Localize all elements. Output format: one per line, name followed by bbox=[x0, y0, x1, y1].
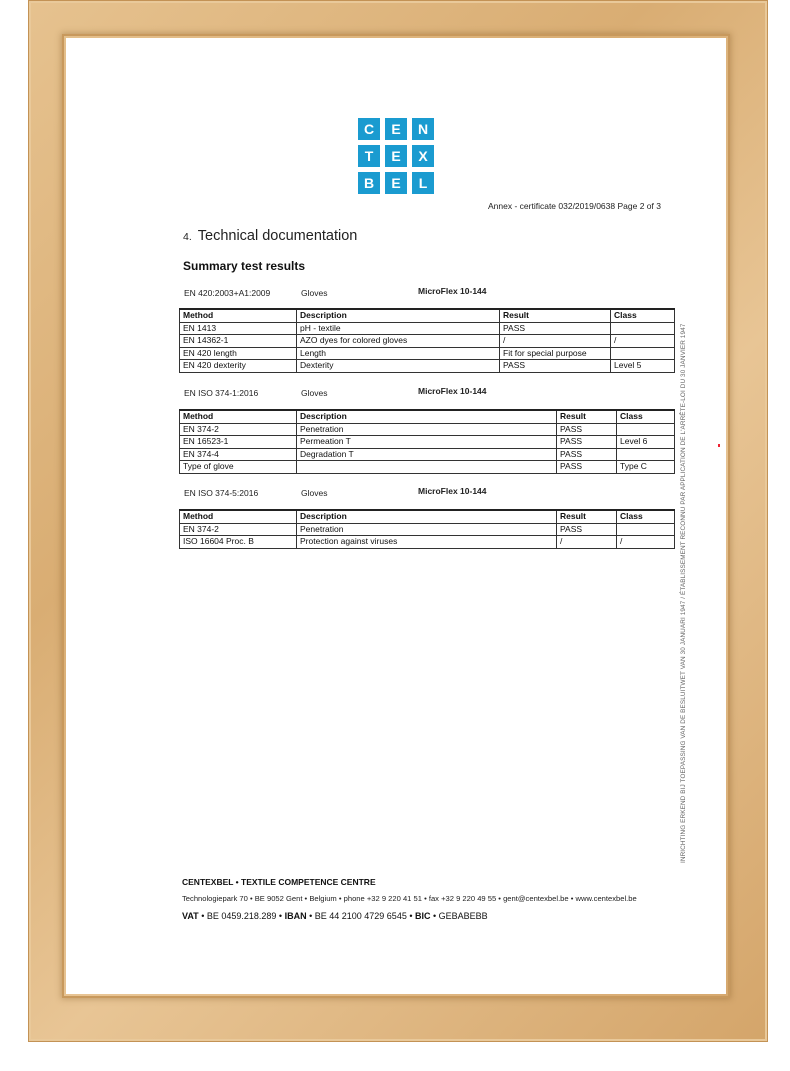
table-row bbox=[180, 322, 675, 335]
cell-result: PASS bbox=[557, 448, 617, 461]
header-class: Class bbox=[611, 309, 675, 322]
bic-label: BIC bbox=[415, 911, 431, 921]
cell-description: Length bbox=[297, 347, 500, 360]
results-table bbox=[179, 509, 675, 549]
table-header-row bbox=[180, 510, 675, 523]
product-name: MicroFlex 10-144 bbox=[418, 286, 487, 296]
cell-class: Level 6 bbox=[617, 436, 675, 449]
cell-class: / bbox=[617, 536, 675, 549]
vat-label: VAT bbox=[182, 911, 199, 921]
section-number: 4. bbox=[183, 231, 192, 243]
header-result: Result bbox=[557, 510, 617, 523]
cell-class bbox=[617, 448, 675, 461]
logo-cell: T bbox=[358, 145, 380, 167]
cell-class bbox=[611, 347, 675, 360]
cell-description: pH - textile bbox=[297, 322, 500, 335]
table-header-row bbox=[180, 309, 675, 322]
cell-result: PASS bbox=[500, 360, 611, 373]
table-row bbox=[180, 423, 675, 436]
iban-label: IBAN bbox=[284, 911, 307, 921]
cell-class: / bbox=[611, 335, 675, 348]
cell-method: ISO 16604 Proc. B bbox=[180, 536, 297, 549]
logo-cell: N bbox=[412, 118, 434, 140]
logo-cell: X bbox=[412, 145, 434, 167]
results-table bbox=[179, 409, 675, 474]
cell-description: Penetration bbox=[297, 423, 557, 436]
table-row bbox=[180, 360, 675, 373]
table-row bbox=[180, 335, 675, 348]
standard-name: EN ISO 374-1:2016 bbox=[184, 388, 259, 398]
cell-result: PASS bbox=[557, 436, 617, 449]
accreditation-vertical-text: INRICHTING ERKEND BIJ TOEPASSING VAN DE BESLUITWET VAN 30 JANUARI 1947 / ÉTABLISSEMENT RECONNU PAR APPLICATION DE L'ARRÊTE-LOI DU 30 JANVIER 1947 bbox=[680, 323, 687, 863]
cell-method: EN 374-2 bbox=[180, 423, 297, 436]
cell-description: Dexterity bbox=[297, 360, 500, 373]
header-result: Result bbox=[500, 309, 611, 322]
cell-description: Protection against viruses bbox=[297, 536, 557, 549]
cell-class bbox=[617, 523, 675, 536]
cell-description: Penetration bbox=[297, 523, 557, 536]
header-result: Result bbox=[557, 410, 617, 423]
cell-method: EN 16523-1 bbox=[180, 436, 297, 449]
bic-value: • GEBABEBB bbox=[433, 911, 488, 921]
table-row bbox=[180, 347, 675, 360]
footer-company: CENTEXBEL • TEXTILE COMPETENCE CENTRE bbox=[182, 877, 376, 887]
iban-value: • BE 44 2100 4729 6545 • bbox=[309, 911, 413, 921]
vat-value: • BE 0459.218.289 • bbox=[201, 911, 283, 921]
cell-description: AZO dyes for colored gloves bbox=[297, 335, 500, 348]
cell-result: Fit for special purpose bbox=[500, 347, 611, 360]
table-header-row bbox=[180, 410, 675, 423]
table-row bbox=[180, 536, 675, 549]
logo-cell: E bbox=[385, 118, 407, 140]
table-row bbox=[180, 461, 675, 474]
logo-cell: L bbox=[412, 172, 434, 194]
logo-cell: B bbox=[358, 172, 380, 194]
header-description: Description bbox=[297, 510, 557, 523]
header-description: Description bbox=[297, 309, 500, 322]
cell-result: PASS bbox=[557, 523, 617, 536]
section-heading bbox=[183, 228, 357, 244]
standard-name: EN ISO 374-5:2016 bbox=[184, 488, 259, 498]
header-method: Method bbox=[180, 309, 297, 322]
cell-description bbox=[297, 461, 557, 474]
table-row bbox=[180, 523, 675, 536]
cell-method: EN 420 dexterity bbox=[180, 360, 297, 373]
footer-address: Technologiepark 70 • BE 9052 Gent • Belgium • phone +32 9 220 41 51 • fax +32 9 220 49 55 • gent@centexbel.be • www.centexbel.be bbox=[182, 894, 637, 903]
cell-class bbox=[617, 423, 675, 436]
cell-result: PASS bbox=[500, 322, 611, 335]
product-name: MicroFlex 10-144 bbox=[418, 486, 487, 496]
red-mark bbox=[718, 444, 720, 447]
cell-result: / bbox=[500, 335, 611, 348]
cell-class: Type C bbox=[617, 461, 675, 474]
cell-class: Level 5 bbox=[611, 360, 675, 373]
cell-method: EN 420 length bbox=[180, 347, 297, 360]
product-category: Gloves bbox=[301, 488, 328, 498]
table-row bbox=[180, 436, 675, 449]
product-name: MicroFlex 10-144 bbox=[418, 386, 487, 396]
cell-result: PASS bbox=[557, 461, 617, 474]
header-class: Class bbox=[617, 510, 675, 523]
standard-name: EN 420:2003+A1:2009 bbox=[184, 288, 271, 298]
header-method: Method bbox=[180, 510, 297, 523]
header-method: Method bbox=[180, 410, 297, 423]
section-title: Technical documentation bbox=[197, 228, 358, 244]
annex-reference: Annex - certificate 032/2019/0638 Page 2 of 3 bbox=[488, 201, 661, 211]
cell-method: EN 1413 bbox=[180, 322, 297, 335]
logo-cell: C bbox=[358, 118, 380, 140]
centexbel-logo bbox=[358, 118, 434, 194]
cell-class bbox=[611, 322, 675, 335]
logo-cell: E bbox=[385, 145, 407, 167]
header-description: Description bbox=[297, 410, 557, 423]
cell-result: / bbox=[557, 536, 617, 549]
cell-result: PASS bbox=[557, 423, 617, 436]
results-table bbox=[179, 308, 675, 373]
cell-method: EN 14362-1 bbox=[180, 335, 297, 348]
header-class: Class bbox=[617, 410, 675, 423]
cell-method: Type of glove bbox=[180, 461, 297, 474]
footer-bank-details bbox=[182, 911, 488, 921]
table-row bbox=[180, 448, 675, 461]
cell-description: Degradation T bbox=[297, 448, 557, 461]
cell-method: EN 374-2 bbox=[180, 523, 297, 536]
logo-cell: E bbox=[385, 172, 407, 194]
cell-method: EN 374-4 bbox=[180, 448, 297, 461]
product-category: Gloves bbox=[301, 288, 328, 298]
product-category: Gloves bbox=[301, 388, 328, 398]
cell-description: Permeation T bbox=[297, 436, 557, 449]
summary-title: Summary test results bbox=[183, 259, 306, 273]
